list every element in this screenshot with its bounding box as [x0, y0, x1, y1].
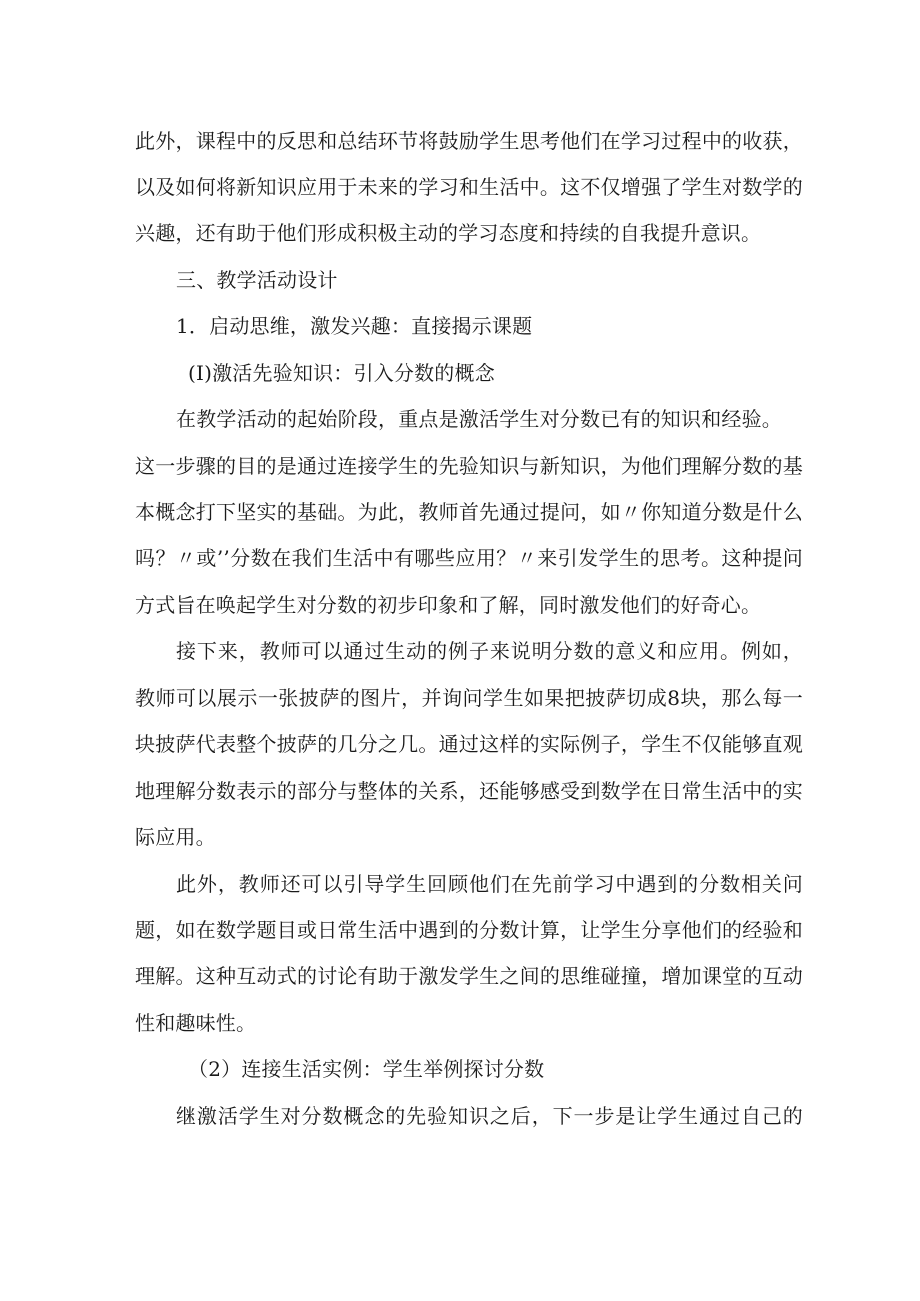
paragraph-line: 以及如何将新知识应用于未来的学习和生活中。这不仅增强了学生对数学的 — [135, 175, 803, 199]
paragraph-line: 教师可以展示一张披萨的图片，并询问学生如果把披萨切成8块，那么每一 — [135, 686, 803, 710]
paragraph-line: 地理解分数表示的部分与整体的关系，还能够感受到数学在日常生活中的实 — [135, 779, 803, 803]
paragraph-line: 兴趣，还有助于他们形成积极主动的学习态度和持续的自我提升意识。 — [135, 221, 762, 245]
paragraph-line: 此外，课程中的反思和总结环节将鼓励学生思考他们在学习过程中的收获， — [135, 129, 803, 153]
paragraph-line: 这一步骤的目的是通过连接学生的先验知识与新知识，为他们理解分数的基 — [135, 454, 803, 478]
sub-subsection-heading: （2）连接生活实例：学生举例探讨分数 — [188, 1057, 545, 1081]
subsection-heading: 1．启动思维，激发兴趣：直接揭示课题 — [176, 314, 533, 338]
paragraph-line: 题，如在数学题目或日常生活中遇到的分数计算，让学生分享他们的经验和 — [135, 918, 803, 942]
paragraph-line: 理解。这种互动式的讨论有助于激发学生之间的思维碰撞，增加课堂的互动 — [135, 964, 803, 988]
paragraph-line: 际应用。 — [135, 825, 216, 849]
paragraph-line: 块披萨代表整个披萨的几分之几。通过这样的实际例子，学生不仅能够直观 — [135, 732, 803, 756]
paragraph-line: 方式旨在唤起学生对分数的初步印象和了解，同时激发他们的好奇心。 — [135, 593, 762, 617]
paragraph-line: 此外，教师还可以引导学生回顾他们在先前学习中遇到的分数相关问 — [176, 872, 803, 896]
paragraph-line: 本概念打下坚实的基础。为此，教师首先通过提问，如〃你知道分数是什么 — [135, 500, 803, 524]
sub-subsection-heading: (I)激活先验知识：引入分数的概念 — [188, 361, 495, 385]
paragraph-line: 在教学活动的起始阶段，重点是激活学生对分数已有的知识和经验。 — [176, 407, 782, 431]
section-heading: 三、教学活动设计 — [176, 268, 338, 292]
paragraph-line: 继激活学生对分数概念的先验知识之后，下一步是让学生通过自己的 — [176, 1104, 803, 1128]
paragraph-line: 接下来，教师可以通过生动的例子来说明分数的意义和应用。例如， — [176, 639, 803, 663]
paragraph-line: 性和趣味性。 — [135, 1011, 257, 1035]
paragraph-line: 吗？〃或’’分数在我们生活中有哪些应用？〃来引发学生的思考。这种提问 — [135, 546, 803, 570]
